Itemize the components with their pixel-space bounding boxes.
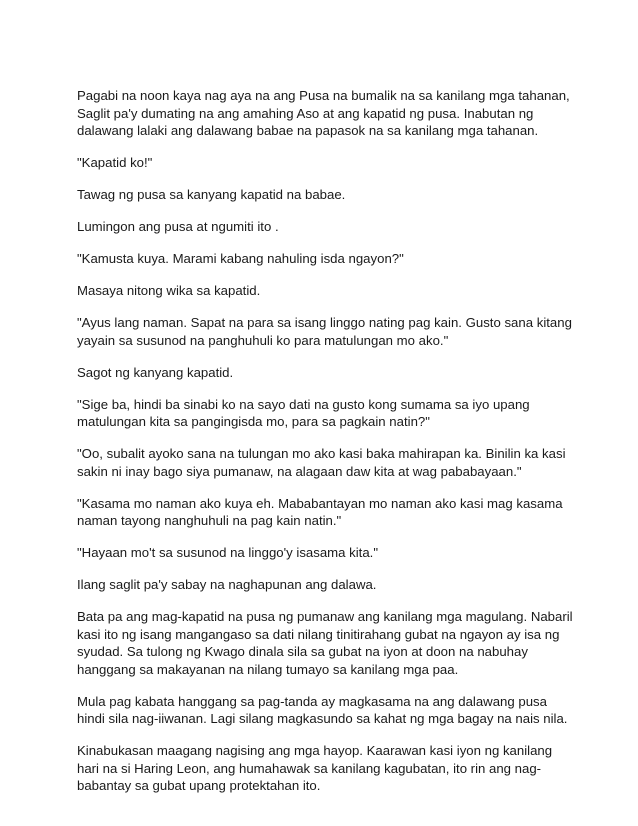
- document-page: [77, 87, 577, 795]
- paragraph: Sagot ng kanyang kapatid.: [77, 364, 234, 380]
- paragraph: "Sige ba, hindi ba sinabi ko na sayo dati na gusto kong sumama sa iyo upang matulungan kita sa pangingisda mo, para sa pagkain natin?": [77, 396, 530, 429]
- paragraph: "Kasama mo naman ako kuya eh. Mababantayan mo naman ako kasi mag kasama naman tayong nanghuhuli na pag kain natin.": [77, 495, 563, 528]
- paragraph: Ilang saglit pa'y sabay na naghapunan ang dalawa.: [77, 577, 377, 592]
- paragraph: "Kamusta kuya. Marami kabang nahuling isda ngayon?": [77, 251, 404, 266]
- paragraph: "Ayus lang naman. Sapat na para sa isang linggo nating pag kain. Gusto sana kitang yayain sa susunod na panghuhuli ko para matulungan mo ako.": [77, 315, 572, 348]
- paragraph: Bata pa ang mag-kapatid na pusa ng pumanaw ang kanilang mga magulang. Nabaril kasi ito ng isang mangangaso sa dati nilang tinitirahang gubat na ngayon ay isa ng syudad. Sa tulong ng Kwago dinala sila sa gubat na iyon at doon na nabuhay hanggang sa makayanan na nilang tumayo sa kanilang mga paa.: [77, 609, 573, 677]
- paragraph: Lumingon ang pusa at ngumiti ito .: [77, 219, 279, 234]
- paragraph: "Kapatid ko!": [77, 155, 153, 170]
- paragraph: Tawag ng pusa sa kanyang kapatid na babae.: [77, 187, 346, 202]
- paragraph: Masaya nitong wika sa kapatid.: [77, 283, 261, 298]
- paragraph: Pagabi na noon kaya nag aya na ang Pusa na bumalik na sa kanilang mga tahanan, Saglit pa'y dumating na ang amahing Aso at ang kapatid ng pusa. Inabutan ng dalawang lalaki ang dalawang babae na papasok na sa kanilang mga tahanan.: [77, 88, 570, 138]
- paragraph: "Oo, subalit ayoko sana na tulungan mo ako kasi baka mahirapan ka. Binilin ka kasi sakin ni inay bago siya pumanaw, na alagaan daw kita at wag pababayaan.": [77, 446, 566, 479]
- paragraph: Kinabukasan maagang nagising ang mga hayop. Kaarawan kasi iyon ng kanilang hari na si Haring Leon, ang humahawak sa kanilang kagubatan, ito rin ang nag-babantay sa gubat upang protektahan ito.: [77, 743, 553, 793]
- paragraph: Mula pag kabata hanggang sa pag-tanda ay magkasama na ang dalawang pusa hindi sila nag-iiwanan. Lagi silang magkasundo sa kahat ng mga bagay na nais nila.: [77, 693, 568, 726]
- paragraph: "Hayaan mo't sa susunod na linggo'y isasama kita.": [77, 545, 379, 560]
